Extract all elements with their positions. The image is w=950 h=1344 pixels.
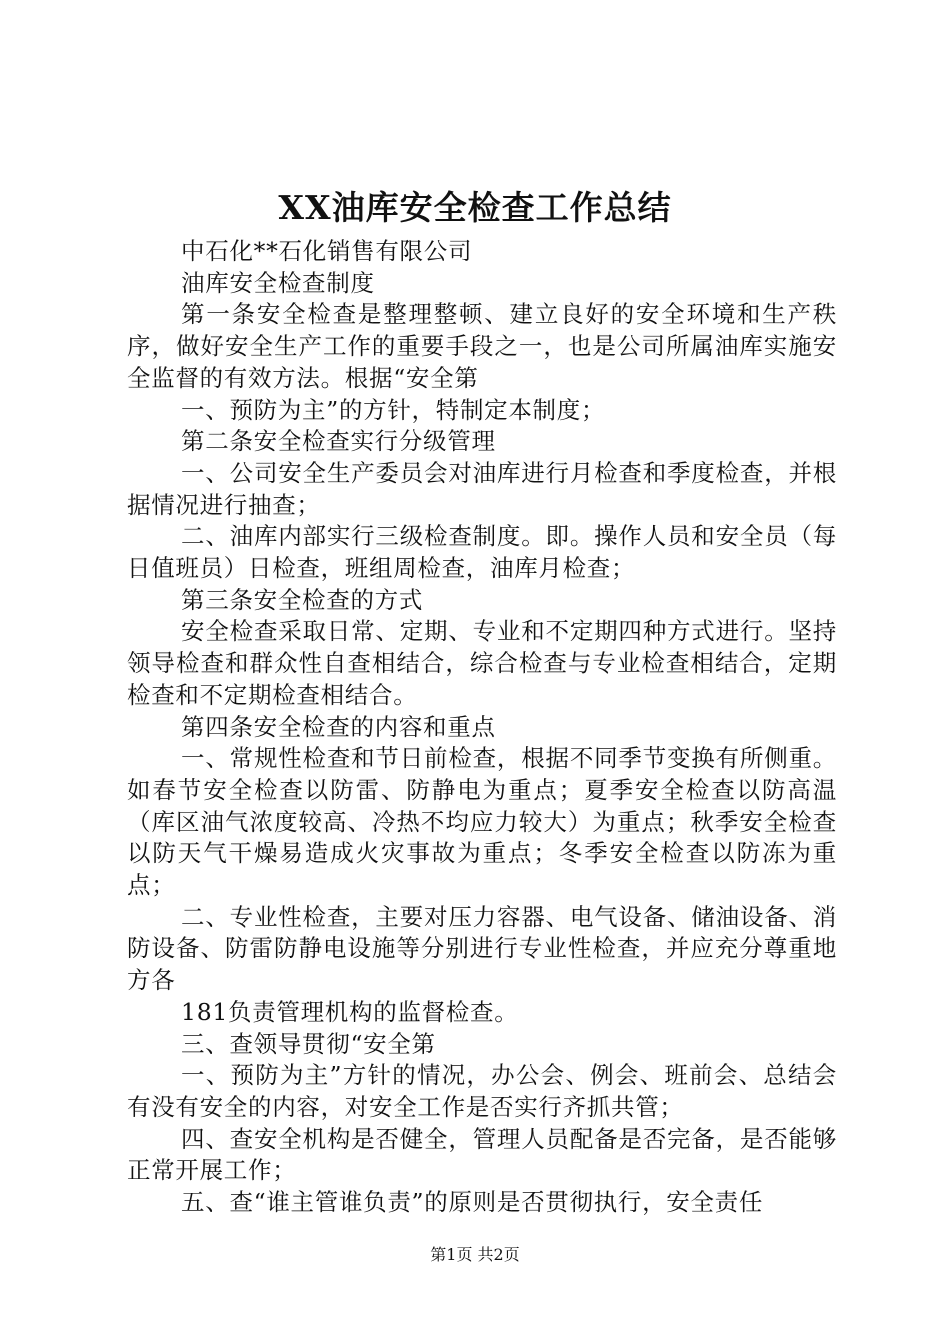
paragraph: 油库安全检查制度 [181,268,375,297]
paragraph: 一、公司安全生产委员会对油库进行月检查和季度检查，并根据情况进行抽查； [127,458,837,519]
paragraph: 中石化**石化销售有限公司 [181,237,473,265]
paragraph: 安全检查采取日常、定期、专业和不定期四种方式进行。坚持领导检查和群众性自查相结合，综合检查与专业检查相结合，定期检查和不定期检查相结合。 [127,617,837,709]
document-body [127,236,837,1219]
paragraph: 五、查“谁主管谁负责”的原则是否贯彻执行，安全责任 [181,1188,764,1217]
paragraph: 一、常规性检查和节日前检查，根据不同季节变换有所侧重。如春节安全检查以防雷、防静电为重点；夏季安全检查以防高温（库区油气浓度较高、冷热不均应力较大）为重点；秋季安全检查以防天气干燥易造成火灾事故为重点；冬季安全检查以防冻为重点； [127,744,837,900]
paragraph: 第一条安全检查是整理整顿、建立良好的安全环境和生产秩序，做好安全生产工作的重要手段之一，也是公司所属油库实施安全监督的有效方法。根据“安全第 [127,300,837,392]
paragraph: 一、预防为主”方针的情况，办公会、例会、班前会、总结会有没有安全的内容，对安全工作是否实行齐抓共管； [127,1061,837,1121]
paragraph: 第四条安全检查的内容和重点 [181,712,496,741]
paragraph: 二、专业性检查，主要对压力容器、电气设备、储油设备、消防设备、防雷防静电设施等分别进行专业性检查，并应充分尊重地方各 [127,902,837,995]
paragraph: 一、预防为主”的方针，特制定本制度； [181,395,606,424]
paragraph: 第二条安全检查实行分级管理 [181,427,496,456]
page-footer: 第1页 共2页 [430,1245,520,1264]
paragraph: 第三条安全检查的方式 [181,585,424,614]
paragraph: 二、油库内部实行三级检查制度。即。操作人员和安全员（每日值班员）日检查，班组周检查，油库月检查； [127,522,837,583]
paragraph: 三、查领导贯彻“安全第 [181,1029,436,1058]
paragraph: 四、查安全机构是否健全，管理人员配备是否完备，是否能够正常开展工作； [127,1124,837,1185]
paragraph: 181负责管理机构的监督检查。 [181,997,519,1026]
document-title: XX油库安全检查工作总结 [278,188,672,227]
